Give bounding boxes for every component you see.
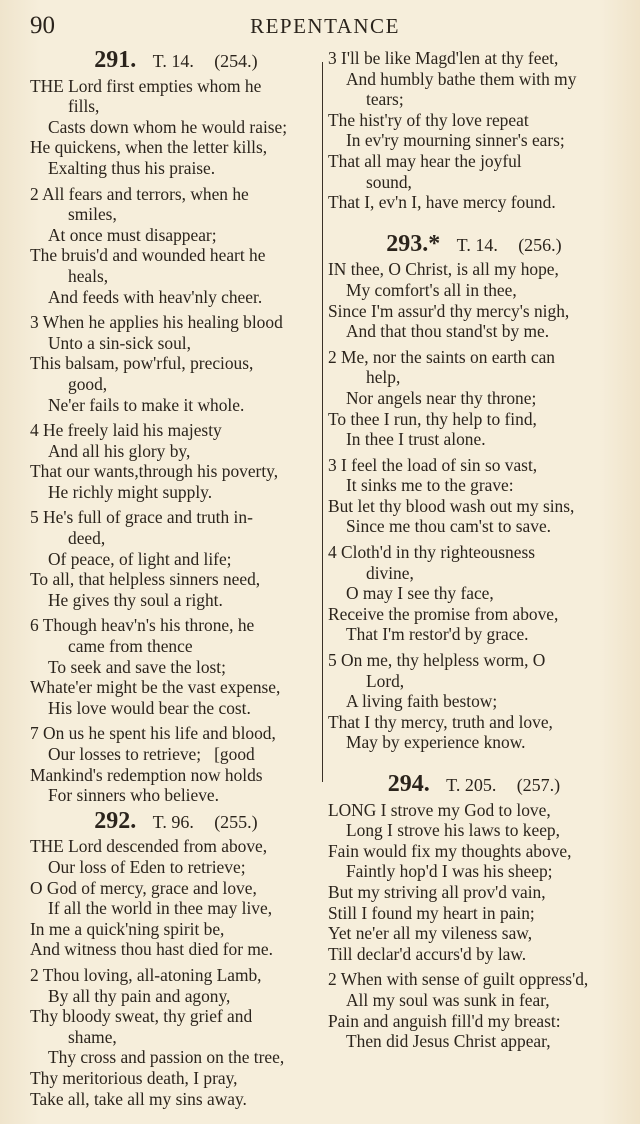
verse-line: Pain and anguish fill'd my breast: xyxy=(328,1010,561,1031)
verse-line: In me a quick'ning spirit be, xyxy=(30,918,225,939)
hymn-tune: T. 96. xyxy=(152,811,194,832)
verse-line: To seek and save the lost; xyxy=(48,656,226,677)
verse-line: And feeds with heav'nly cheer. xyxy=(48,286,263,307)
verse-line: Then did Jesus Christ appear, xyxy=(346,1031,551,1052)
verse-line: His love would bear the cost. xyxy=(48,697,251,718)
stanza xyxy=(30,420,322,502)
stanza xyxy=(328,800,620,965)
verse-line: And witness thou hast died for me. xyxy=(30,939,273,960)
hymn-heading xyxy=(30,807,322,834)
verse-line: came from thence xyxy=(68,636,193,657)
verse-line: A living faith bestow; xyxy=(346,691,498,712)
verse-line: Unto a sin-sick soul, xyxy=(48,332,191,353)
verse-line: To all, that helpless sinners need, xyxy=(30,569,261,590)
verse-line: 2 Thou loving, all-atoning Lamb, xyxy=(30,964,262,985)
verse-line: fills, xyxy=(68,96,100,117)
verse-line: 5 On me, thy helpless worm, O xyxy=(328,650,546,671)
left-column xyxy=(30,48,322,1114)
verse-line: 7 On us he spent his life and blood, xyxy=(30,723,276,744)
verse-line: That all may hear the joyful xyxy=(328,150,522,171)
verse-line: THE Lord first empties whom he xyxy=(30,75,262,96)
verse-line: Fain would fix my thoughts above, xyxy=(328,840,572,861)
verse-line: To thee I run, thy help to find, xyxy=(328,408,537,429)
verse-line: Long I strove his laws to keep, xyxy=(346,820,560,841)
verse-line: 2 When with sense of guilt oppress'd, xyxy=(328,969,589,990)
stanza xyxy=(30,507,322,610)
stanza xyxy=(30,965,322,1109)
verse-line: All my soul was sunk in fear, xyxy=(346,989,550,1010)
stanza xyxy=(328,542,620,645)
hymn-292 xyxy=(30,807,322,1109)
verse-line: My comfort's all in thee, xyxy=(346,279,517,300)
verse-line: divine, xyxy=(366,562,414,583)
verse-line: Casts down whom he would raise; xyxy=(48,116,288,137)
verse-line: By all thy pain and agony, xyxy=(48,985,231,1006)
verse-line: Receive the promise from above, xyxy=(328,603,559,624)
verse-line: 3 I'll be like Magd'len at thy feet, xyxy=(328,48,559,68)
verse-line: tears; xyxy=(366,89,404,110)
verse-line: That I, ev'n I, have mercy found. xyxy=(328,192,556,213)
verse-line: shame, xyxy=(68,1026,117,1047)
verse-line: 3 I feel the load of sin so vast, xyxy=(328,454,538,475)
verse-line: And all his glory by, xyxy=(48,440,191,461)
verse-line: 4 Cloth'd in thy righteousness xyxy=(328,542,535,563)
stanza xyxy=(30,723,322,805)
hymn-alt-number: (257.) xyxy=(516,775,561,795)
verse-line: 2 All fears and terrors, when he xyxy=(30,183,249,204)
verse-line: At once must disappear; xyxy=(48,224,217,245)
verse-line: Nor angels near thy throne; xyxy=(346,387,537,408)
verse-line: That our wants,through his poverty, xyxy=(30,461,279,482)
hymn-294 xyxy=(328,771,620,1052)
verse-line: Thy cross and passion on the tree, xyxy=(48,1047,285,1068)
verse-line: Thy bloody sweat, thy grief and xyxy=(30,1006,253,1027)
verse-line: It sinks me to the grave: xyxy=(346,475,514,496)
verse-line: O may I see thy face, xyxy=(346,583,494,604)
stanza xyxy=(30,836,322,960)
verse-line: Mankind's redemption now holds xyxy=(30,764,263,785)
verse-line: O God of mercy, grace and love, xyxy=(30,877,257,898)
hymn-number: 291. xyxy=(94,47,137,73)
verse-line: Whate'er might be the vast expense, xyxy=(30,677,281,698)
stanza xyxy=(30,615,322,718)
verse-line: He quickens, when the letter kills, xyxy=(30,137,268,158)
verse-line: In ev'ry mourning sinner's ears; xyxy=(346,130,565,151)
verse-line: Till declar'd accurs'd by law. xyxy=(328,943,527,964)
verse-line: 3 When he applies his healing blood xyxy=(30,312,283,333)
page-header xyxy=(30,12,620,44)
hymn-alt-number: (256.) xyxy=(518,234,562,255)
stanza xyxy=(328,650,620,753)
verse-line: deed, xyxy=(68,528,106,549)
verse-line: LONG I strove my God to love, xyxy=(328,799,551,820)
hymn-tune: T. 205. xyxy=(446,775,497,795)
hymn-number: 292. xyxy=(94,807,137,834)
verse-line: Ne'er fails to make it whole. xyxy=(48,394,245,415)
stanza xyxy=(328,48,620,213)
stanza xyxy=(328,259,620,341)
verse-line: If all the world in thee may live, xyxy=(48,898,273,919)
stanza xyxy=(30,76,322,179)
verse-line: Since I'm assur'd thy mercy's nigh, xyxy=(328,300,570,321)
stanza xyxy=(30,184,322,308)
stanza xyxy=(328,455,620,537)
verse-line: For sinners who believe. xyxy=(48,785,219,806)
hymn-291 xyxy=(30,47,322,806)
verse-line: Since me thou cam'st to save. xyxy=(346,516,552,537)
verse-line: He gives thy soul a right. xyxy=(48,589,223,610)
verse-line: And humbly bathe them with my xyxy=(346,68,577,89)
hymn-heading xyxy=(328,771,620,797)
hymn-heading xyxy=(328,230,620,257)
verse-line: That I thy mercy, truth and love, xyxy=(328,711,553,732)
verse-line: 5 He's full of grace and truth in- xyxy=(30,507,253,528)
column-divider xyxy=(322,62,323,782)
hymn-tune: T. 14. xyxy=(456,234,498,255)
verse-line: heals, xyxy=(68,265,109,286)
hymn-heading xyxy=(30,47,322,73)
verse-line: In thee I trust alone. xyxy=(346,429,486,450)
verse-line: Our losses to retrieve; [good xyxy=(48,744,255,764)
verse-line: 6 Though heav'n's his throne, he xyxy=(30,615,255,636)
hymn-292-continued xyxy=(328,48,620,213)
verse-line: Take all, take all my sins away. xyxy=(30,1088,247,1109)
running-title: REPENTANCE xyxy=(250,14,400,38)
verse-line: But let thy blood wash out my sins, xyxy=(328,495,575,516)
verse-line: Thy meritorious death, I pray, xyxy=(30,1067,238,1088)
verse-line: 4 He freely laid his majesty xyxy=(30,420,222,441)
verse-line: Yet ne'er all my vileness saw, xyxy=(328,923,533,944)
verse-line: Lord, xyxy=(366,670,405,691)
hymn-tune: T. 14. xyxy=(152,51,194,71)
verse-line: Exalting thus his praise. xyxy=(48,157,216,178)
verse-line: help, xyxy=(366,367,401,388)
stanza xyxy=(328,969,620,1051)
hymn-number: 293.* xyxy=(386,230,441,257)
verse-line: THE Lord descended from above, xyxy=(30,836,268,857)
verse-line: sound, xyxy=(366,171,412,192)
verse-line: The bruis'd and wounded heart he xyxy=(30,245,266,266)
verse-line: Of peace, of light and life; xyxy=(48,548,232,569)
stanza xyxy=(30,312,322,415)
verse-line: The hist'ry of thy love repeat xyxy=(328,109,529,130)
verse-line: Faintly hop'd I was his sheep; xyxy=(346,861,553,882)
verse-line: That I'm restor'd by grace. xyxy=(346,624,529,645)
hymn-alt-number: (255.) xyxy=(214,811,258,832)
page-number: 90 xyxy=(30,12,55,39)
verse-line: good, xyxy=(68,373,108,394)
hymn-number: 294. xyxy=(387,771,430,797)
verse-line: smiles, xyxy=(68,204,117,225)
stanza xyxy=(328,347,620,450)
verse-line: May by experience know. xyxy=(346,732,526,753)
verse-line: Our loss of Eden to retrieve; xyxy=(48,856,246,877)
right-column xyxy=(328,48,620,1057)
verse-line: But my striving all prov'd vain, xyxy=(328,881,546,902)
hymn-293 xyxy=(328,230,620,753)
verse-line: 2 Me, nor the saints on earth can xyxy=(328,346,555,367)
verse-line: Still I found my heart in pain; xyxy=(328,902,535,923)
verse-line: He richly might supply. xyxy=(48,481,213,502)
verse-line: IN thee, O Christ, is all my hope, xyxy=(328,259,559,280)
hymn-alt-number: (254.) xyxy=(214,51,258,71)
verse-line: And that thou stand'st by me. xyxy=(346,321,550,342)
verse-line: This balsam, pow'rful, precious, xyxy=(30,353,254,374)
